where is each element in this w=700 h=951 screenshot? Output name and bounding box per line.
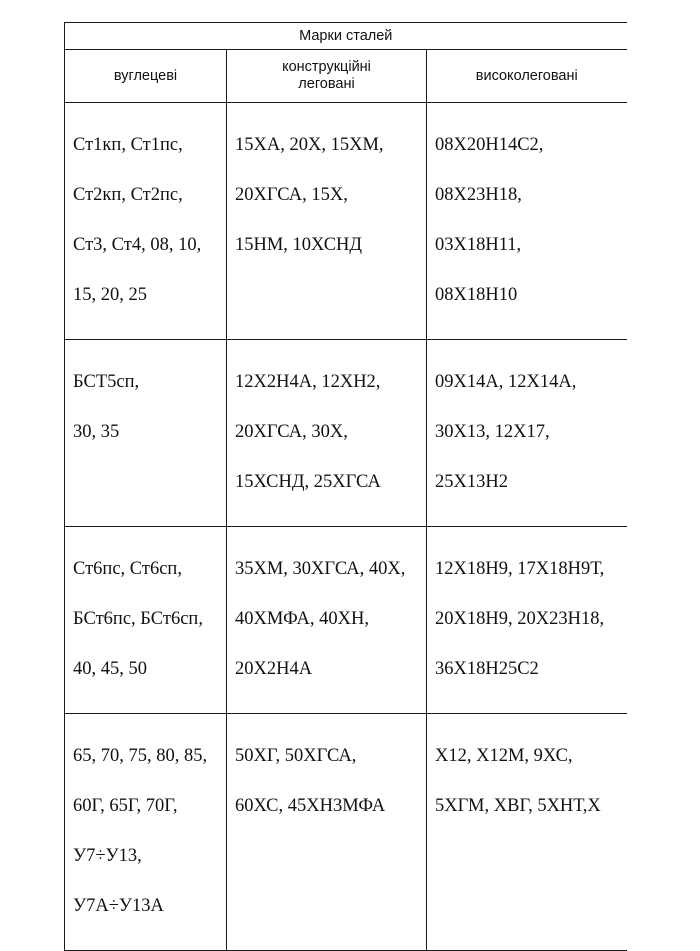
table-row [65, 714, 627, 951]
table-row [65, 340, 627, 527]
table-cell: 12Х18Н9, 17Х18Н9Т, 20Х18Н9, 20Х23Н18, 36Х18Н25С2 [427, 527, 627, 714]
column-header-structural-alloy: конструкційні леговані [227, 50, 427, 103]
table-cell: 15ХА, 20Х, 15ХМ, 20ХГСА, 15Х, 15НМ, 10ХСНД [227, 103, 427, 340]
table-title: Марки сталей [65, 23, 627, 50]
table-cell: 65, 70, 75, 80, 85, 60Г, 65Г, 70Г, У7÷У13, У7А÷У13А [65, 714, 227, 951]
table-row [65, 527, 627, 714]
table-cell: Ст1кп, Ст1пс, Ст2кп, Ст2пс, Ст3, Ст4, 08, 10, 15, 20, 25 [65, 103, 227, 340]
steel-grades-table [64, 22, 627, 951]
column-header-carbon: вуглецеві [65, 50, 227, 103]
table-cell: 12Х2Н4А, 12ХН2, 20ХГСА, 30Х, 15ХСНД, 25ХГСА [227, 340, 427, 527]
table-cell: 09Х14А, 12Х14А, 30Х13, 12Х17, 25Х13Н2 [427, 340, 627, 527]
table-cell: 08Х20Н14С2, 08Х23Н18, 03Х18Н11, 08Х18Н10 [427, 103, 627, 340]
table-cell: Х12, Х12М, 9ХС, 5ХГМ, ХВГ, 5ХНТ,Х [427, 714, 627, 951]
table-cell: Ст6пс, Ст6сп, БСт6пс, БСт6сп, 40, 45, 50 [65, 527, 227, 714]
table-row [65, 103, 627, 340]
table-cell: 50ХГ, 50ХГСА, 60ХС, 45ХН3МФА [227, 714, 427, 951]
column-header-high-alloy: високолеговані [427, 50, 627, 103]
table-cell: БСТ5сп, 30, 35 [65, 340, 227, 527]
table-cell: 35ХМ, 30ХГСА, 40Х, 40ХМФА, 40ХН, 20Х2Н4А [227, 527, 427, 714]
